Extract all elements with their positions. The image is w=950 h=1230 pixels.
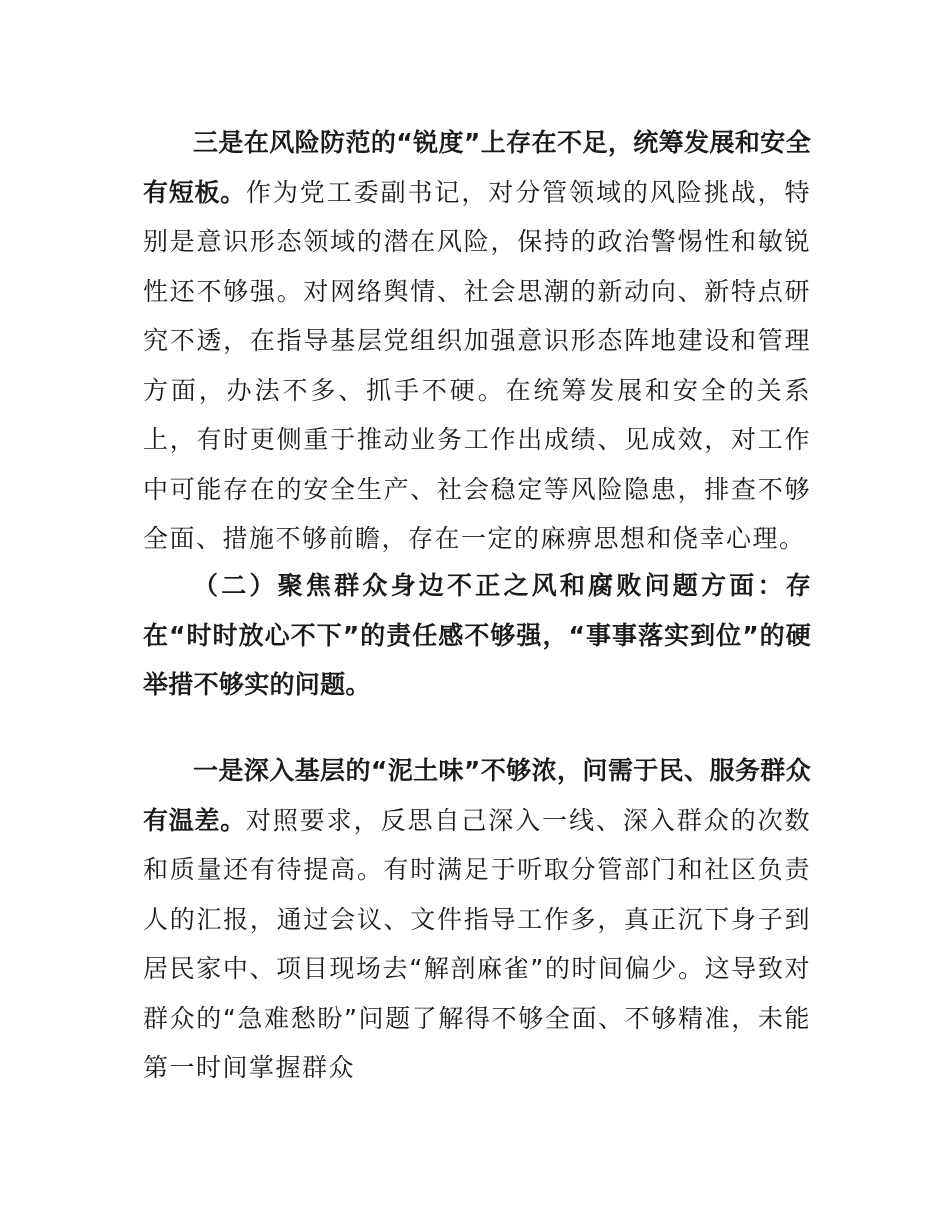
paragraph-body: 对照要求，反思自己深入一线、深入群众的次数和质量还有待提高。有时满足于听取分管部门和社区负责人的汇报，通过会议、文件指导工作多，真正沉下身子到居民家中、项目现场去“解剖麻雀”的时间偏少。这导致对群众的“急难愁盼”问题了解得不够全面、不够精准，未能第一时间掌握群众: [143, 805, 811, 1082]
paragraph-lead-bold: 一是深入基层的“泥土味”不够浓，问需于民、服务群众有温差。: [143, 756, 811, 835]
paragraph-body: 作为党工委副书记，对分管领域的风险挑战，特别是意识形态领域的潜在风险，保持的政治警惕性和敏锐性还不够强。对网络舆情、社会思潮的新动向、新特点研究不透，在指导基层党组织加强意识形态阵地建设和管理方面，办法不多、抓手不硬。在统筹发展和安全的关系上，有时更侧重于推动业务工作出成绩、见成效，对工作中可能存在的安全生产、社会稳定等风险隐患，排查不够全面、措施不够前瞻，存在一定的麻痹思想和侥幸心理。: [143, 177, 811, 553]
paragraph-risk-prevention: [143, 118, 811, 564]
paragraph-grassroots: [143, 746, 811, 1093]
paragraph-lead-bold: 三是在风险防范的“锐度”上存在不足，统筹发展和安全有短板。: [143, 128, 811, 207]
section-heading-2: （二）聚焦群众身边不正之风和腐败问题方面：存在“时时放心不下”的责任感不够强，“事事落实到位”的硬举措不够实的问题。: [143, 571, 811, 699]
